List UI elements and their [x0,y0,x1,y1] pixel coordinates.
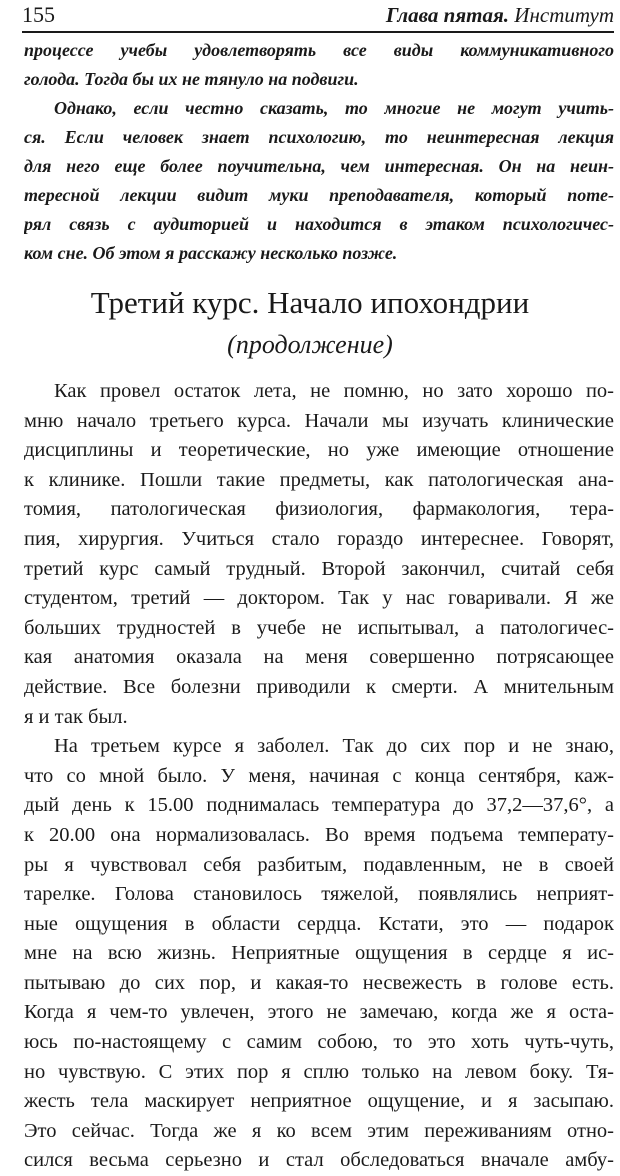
text-line: к 20.00 она нормализовалась. Во время подъема температу- [24,823,614,846]
text-line: томия, патологическая физиология, фармакология, тера- [24,498,614,521]
running-title [386,2,614,28]
text-line: тересной лекции видит муки преподавателя, который поте- [24,185,614,205]
text-line: дисциплины и теоретические, но уже имеющие отношение [24,439,614,462]
text-line: голода. Тогда бы их не тянуло на подвиги. [24,69,359,89]
body-paragraphs [24,377,614,1176]
text-line: рял связь с аудиторией и находится в этаком психологичес- [24,214,614,234]
text-line: что со мной было. У меня, начиная с конца сентября, каж- [24,764,614,787]
text-line: мню начало третьего курса. Начали мы изучать клинические [24,409,614,432]
text-line: ные ощущения в области сердца. Кстати, это — подарок [24,912,614,935]
text-line: сился весьма серьезно и стал обследоваться вначале амбу- [24,1149,614,1172]
text-line: тарелке. Голова становилось тяжелой, появлялись неприят- [24,883,614,906]
text-line: юсь по-настоящему с самим собою, то это хоть чуть-чуть, [24,1031,614,1054]
intro-paragraphs [24,36,614,268]
text-line: ры я чувствовал себя разбитым, подавленным, не в своей [24,853,614,876]
text-line: ся. Если человек знает психологию, то неинтересная лекция [24,127,614,147]
text-line: Это сейчас. Тогда же я ко всем этим переживаниям отно- [24,1119,614,1142]
running-title-section: Институт [514,3,614,27]
section-title: Третий курс. Начало ипохондрии [90,285,530,320]
text-line: я и так был. [24,705,128,728]
header-divider [22,31,614,33]
text-line: к клинике. Пошли такие предметы, как патологическая ана- [24,468,614,491]
text-line: студентом, третий — доктором. Так у нас говаривали. Я же [24,587,614,610]
text-line: мне на всю жизнь. Неприятные ощущения в сердце я ис- [24,942,614,965]
text-line: ком сне. Об этом я расскажу несколько позже. [24,243,398,263]
page-number: 155 [22,2,55,27]
text-line: больших трудностей в учебе не испытывал, а патологичес- [24,616,614,639]
text-line: дый день к 15.00 поднималась температура до 37,2—37,6°, а [24,794,614,817]
text-line: Однако, если честно сказать, то многие не могут учить- [54,98,614,118]
text-line: Когда я чем-то увлечен, этого не замечаю, когда же я оста- [24,1001,614,1024]
running-title-chapter: Глава пятая. [385,3,510,27]
text-line: третий курс самый трудный. Второй закончил, считай себя [24,557,614,580]
text-line: жесть тела маскирует неприятное ощущение, и я засыпаю. [24,1090,614,1113]
text-line: кая анатомия оказала на меня совершенно потрясающее [24,646,614,669]
text-line: пытываю до сих пор, и какая-то несвежесть в голове есть. [24,971,614,994]
page-header [22,2,620,28]
text-line: пия, хирургия. Учиться стало гораздо интереснее. Говорят, [24,527,614,550]
text-line: для него еще более поучительна, чем интересная. Он на неин- [24,156,614,176]
section-subtitle: (продолжение) [227,330,393,359]
text-line: но чувствую. С этих пор я сплю только на левом боку. Тя- [24,1060,614,1083]
text-line: Как провел остаток лета, не помню, но зато хорошо по- [54,380,614,402]
text-line: процессе учебы удовлетворять все виды коммуникативного [24,40,614,60]
text-line: действие. Все болезни приводили к смерти. А мнительным [24,675,614,698]
text-line: На третьем курсе я заболел. Так до сих пор и не знаю, [54,735,614,758]
